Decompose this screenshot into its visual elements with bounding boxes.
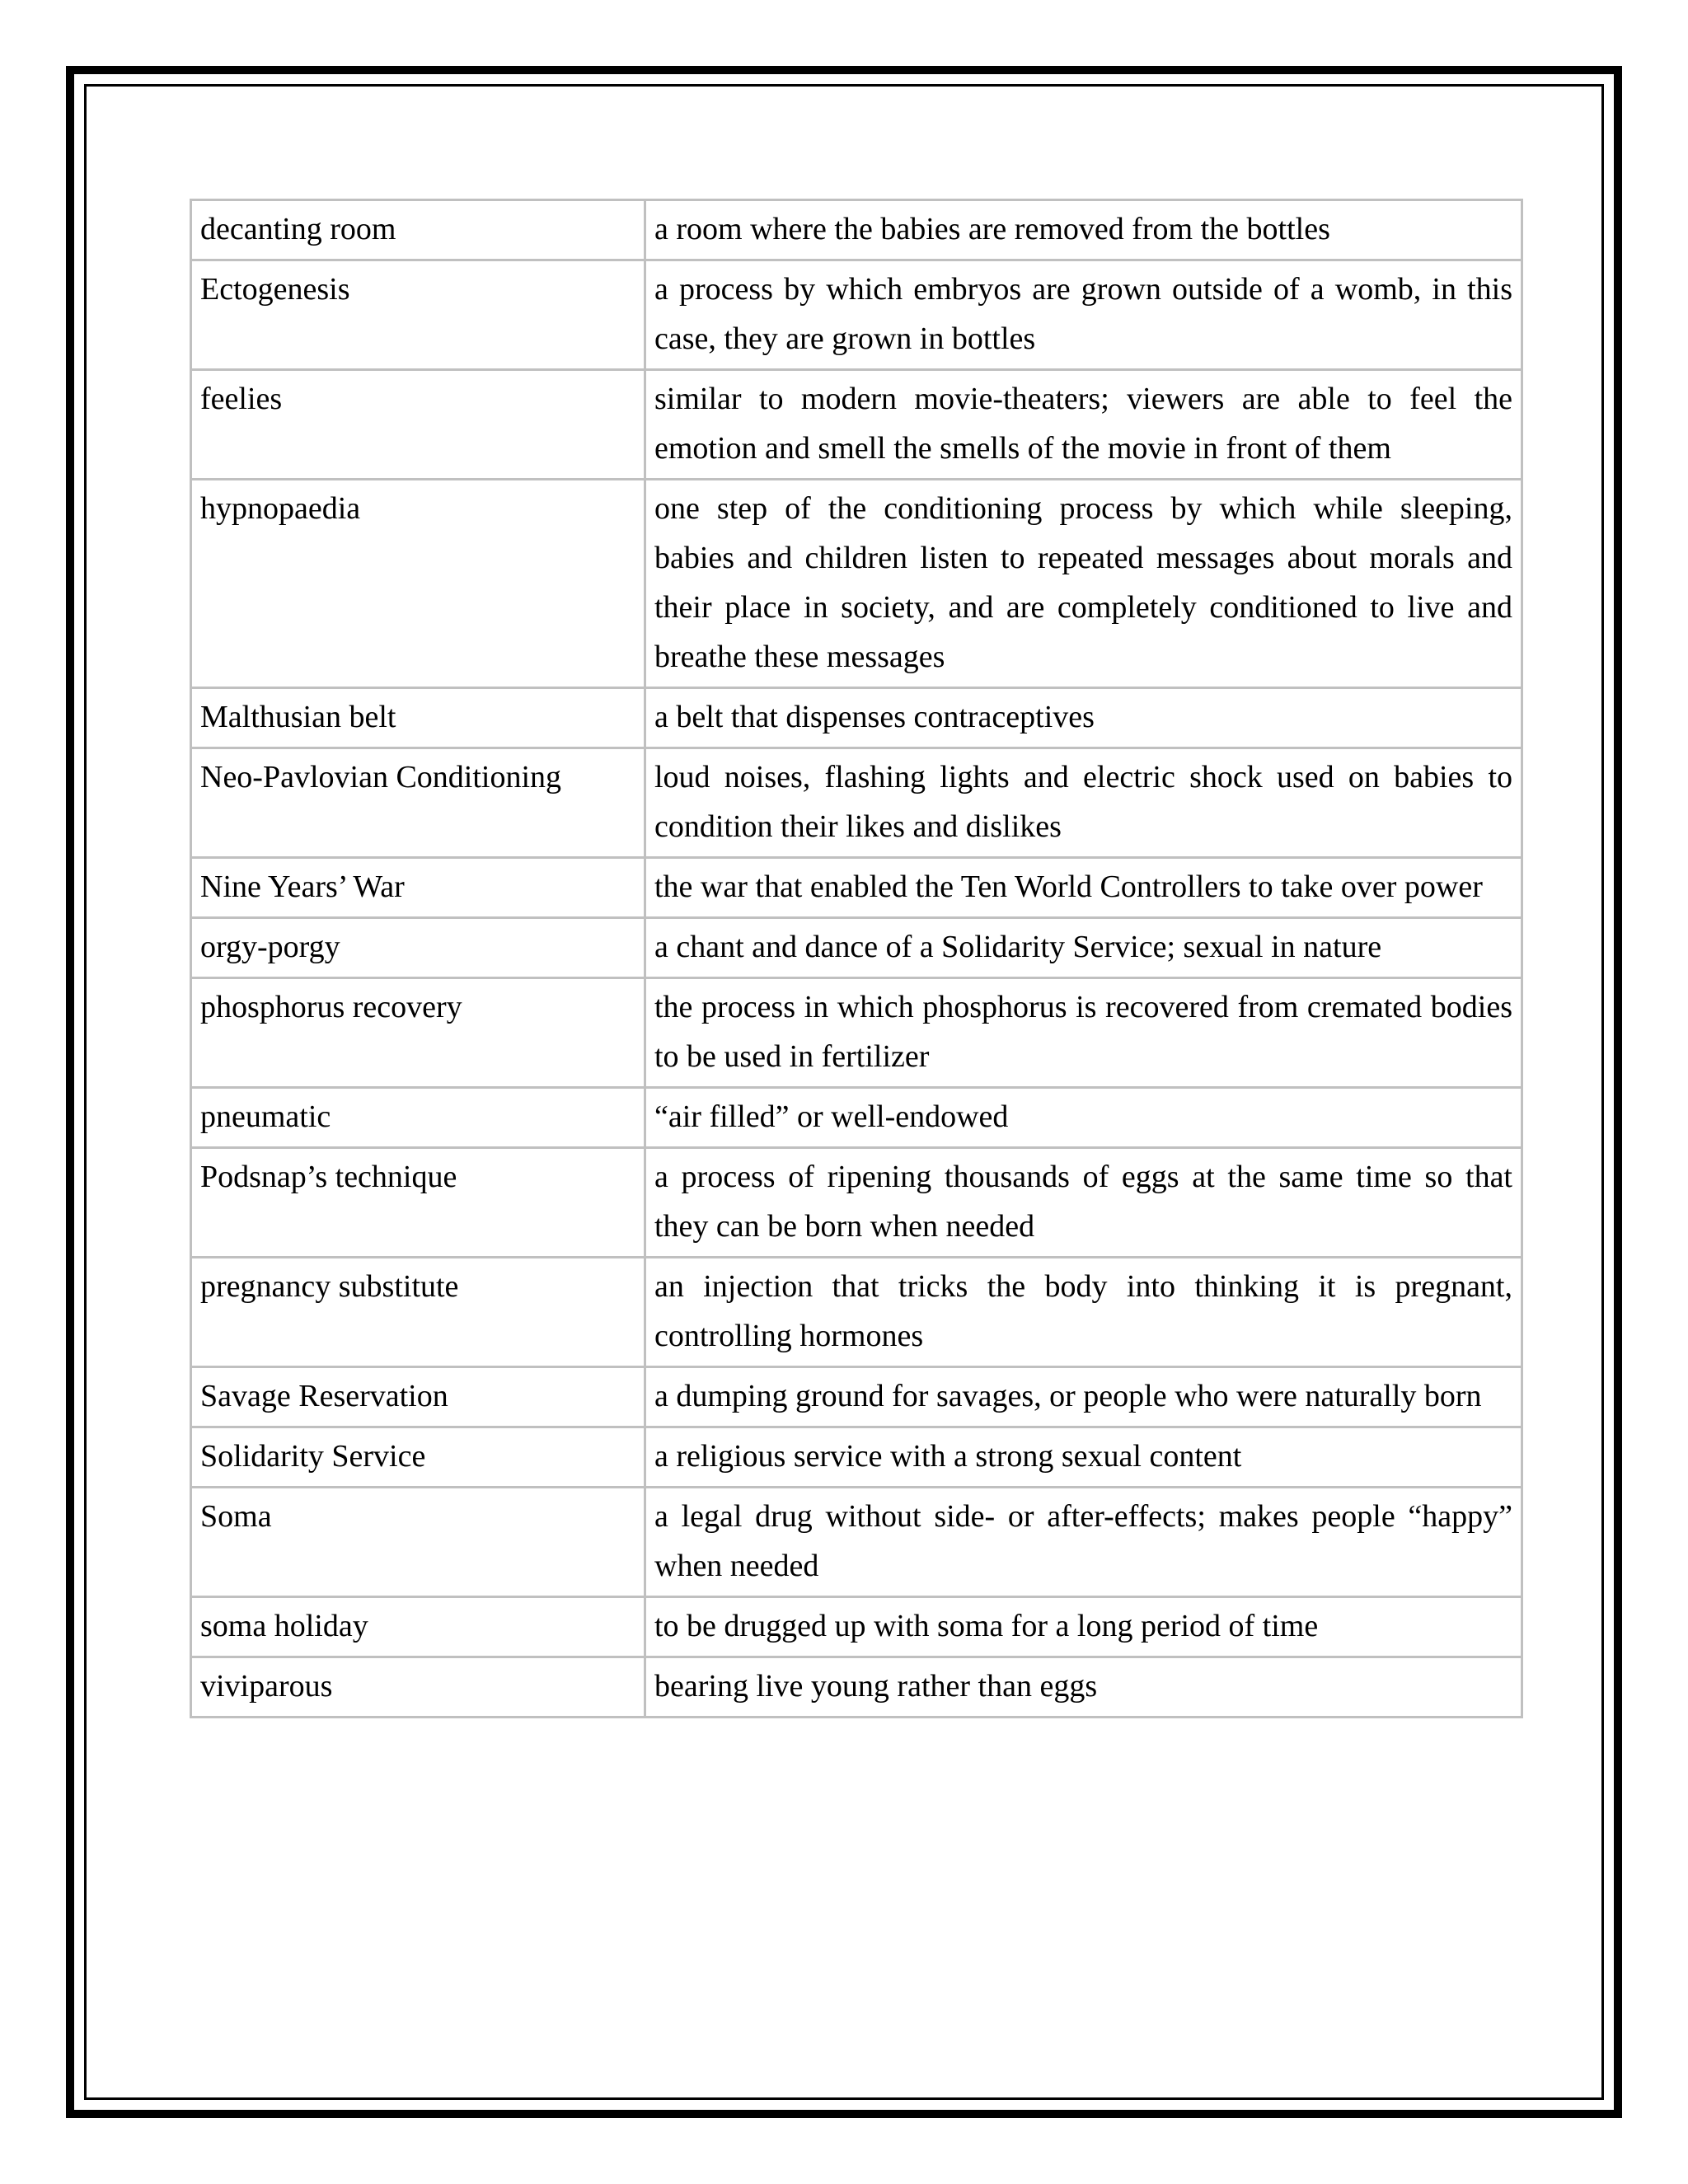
table-row xyxy=(191,1148,1522,1258)
table-row xyxy=(191,370,1522,480)
table-row xyxy=(191,1657,1522,1718)
definition-cell: similar to modern movie-theaters; viewers are able to feel the emotion and smell the smells of the movie in front of them xyxy=(645,370,1522,480)
term-cell: Ectogenesis xyxy=(191,260,645,370)
table-row xyxy=(191,480,1522,688)
term-cell: feelies xyxy=(191,370,645,480)
table-row xyxy=(191,688,1522,748)
definition-cell: bearing live young rather than eggs xyxy=(645,1657,1522,1718)
term-cell: decanting room xyxy=(191,200,645,260)
table-row xyxy=(191,978,1522,1088)
term-cell: hypnopaedia xyxy=(191,480,645,688)
definition-cell: a process of ripening thousands of eggs at the same time so that they can be born when needed xyxy=(645,1148,1522,1258)
definition-cell: a room where the babies are removed from the bottles xyxy=(645,200,1522,260)
term-cell: Neo-Pavlovian Conditioning xyxy=(191,748,645,858)
definition-cell: “air filled” or well-endowed xyxy=(645,1088,1522,1148)
term-cell: pneumatic xyxy=(191,1088,645,1148)
definition-cell: loud noises, flashing lights and electric shock used on babies to condition their likes and dislikes xyxy=(645,748,1522,858)
table-row xyxy=(191,1367,1522,1427)
table-row xyxy=(191,1088,1522,1148)
definition-cell: one step of the conditioning process by which while sleeping, babies and children listen to repeated messages about morals and their place in society, and are completely conditioned to live and breathe these messages xyxy=(645,480,1522,688)
definition-cell: to be drugged up with soma for a long period of time xyxy=(645,1597,1522,1657)
term-cell: pregnancy substitute xyxy=(191,1258,645,1367)
definition-cell: a religious service with a strong sexual content xyxy=(645,1427,1522,1488)
definition-cell: an injection that tricks the body into thinking it is pregnant, controlling hormones xyxy=(645,1258,1522,1367)
definition-cell: the process in which phosphorus is recovered from cremated bodies to be used in fertilizer xyxy=(645,978,1522,1088)
table-row xyxy=(191,1597,1522,1657)
table-row xyxy=(191,200,1522,260)
term-cell: Nine Years’ War xyxy=(191,858,645,918)
term-cell: Podsnap’s technique xyxy=(191,1148,645,1258)
table-row xyxy=(191,918,1522,978)
table-row xyxy=(191,858,1522,918)
term-cell: viviparous xyxy=(191,1657,645,1718)
glossary-table xyxy=(190,199,1523,1718)
definition-cell: a belt that dispenses contraceptives xyxy=(645,688,1522,748)
term-cell: soma holiday xyxy=(191,1597,645,1657)
term-cell: phosphorus recovery xyxy=(191,978,645,1088)
table-row xyxy=(191,1488,1522,1597)
table-row xyxy=(191,1427,1522,1488)
definition-cell: a dumping ground for savages, or people who were naturally born xyxy=(645,1367,1522,1427)
glossary-table-body xyxy=(191,200,1522,1718)
definition-cell: a legal drug without side- or after-effects; makes people “happy” when needed xyxy=(645,1488,1522,1597)
table-row xyxy=(191,1258,1522,1367)
definition-cell: a process by which embryos are grown outside of a womb, in this case, they are grown in bottles xyxy=(645,260,1522,370)
term-cell: Soma xyxy=(191,1488,645,1597)
table-row xyxy=(191,748,1522,858)
term-cell: Savage Reservation xyxy=(191,1367,645,1427)
definition-cell: the war that enabled the Ten World Controllers to take over power xyxy=(645,858,1522,918)
term-cell: Malthusian belt xyxy=(191,688,645,748)
table-row xyxy=(191,260,1522,370)
definition-cell: a chant and dance of a Solidarity Service; sexual in nature xyxy=(645,918,1522,978)
term-cell: Solidarity Service xyxy=(191,1427,645,1488)
term-cell: orgy-porgy xyxy=(191,918,645,978)
